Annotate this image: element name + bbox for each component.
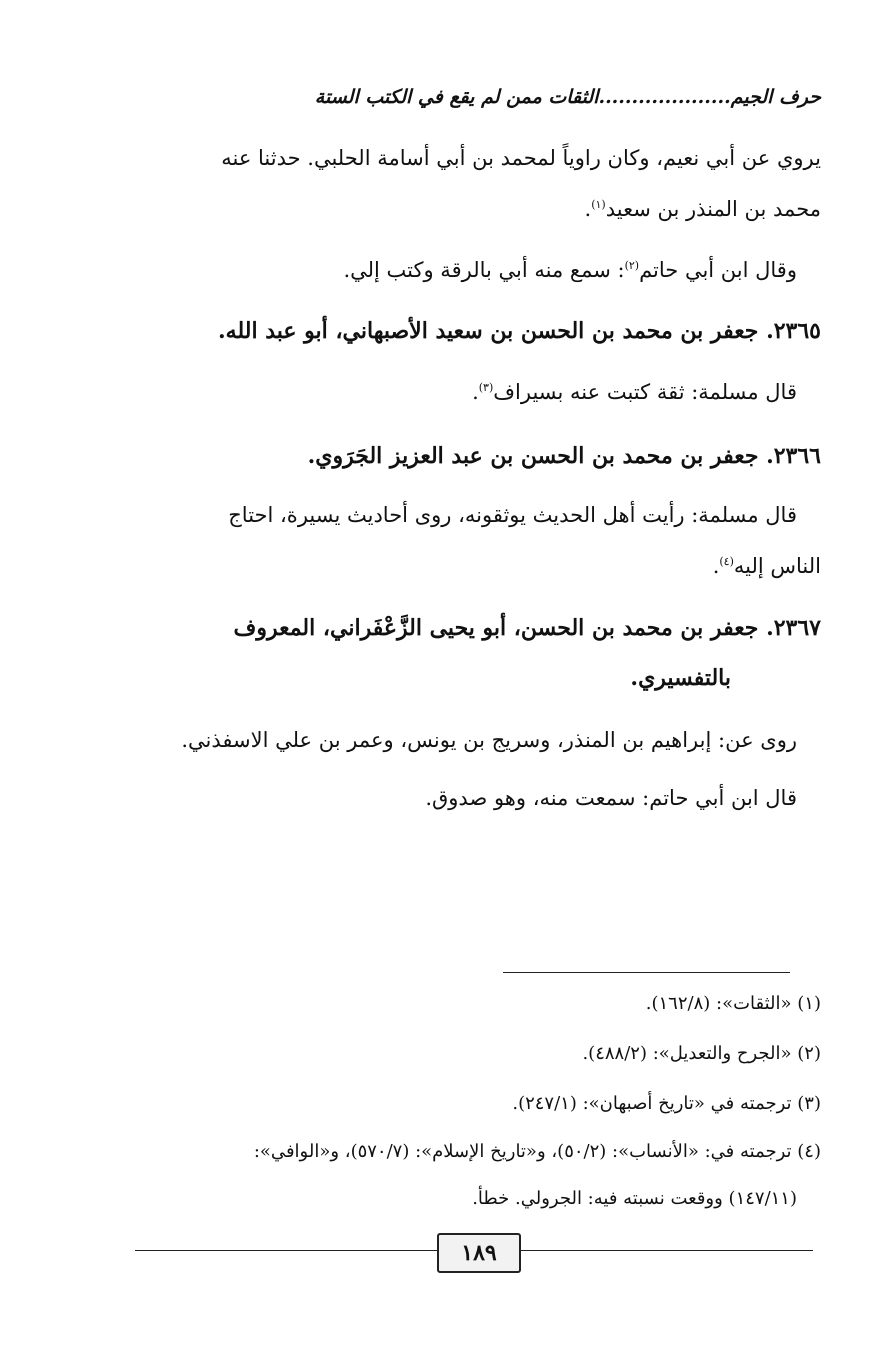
paragraph-6: قال ابن أبي حاتم: سمعت منه، وهو صدوق. — [425, 786, 797, 810]
entry-heading-2365: ٢٣٦٥. جعفر بن محمد بن الحسن بن سعيد الأصبهاني، أبو عبد الله. — [218, 318, 821, 344]
footnote-4-line-1: (٤) ترجمته في: «الأنساب»: (٥٠/٢)، و«تاريخ الإسلام»: (٥٧٠/٧)، و«الوافي»: — [253, 1141, 821, 1162]
footnote-ref-1: (١) — [591, 198, 606, 211]
paragraph-3 — [472, 380, 797, 404]
running-header — [158, 86, 821, 108]
paragraph-2-text: وقال ابن أبي حاتم — [639, 258, 797, 282]
page-number: ١٨٩ — [437, 1233, 521, 1273]
paragraph-5: روى عن: إبراهيم بن المنذر، وسريج بن يونس، وعمر بن علي الاسفذني. — [181, 728, 797, 752]
entry-heading-2367-line-2: بالتفسيري. — [630, 665, 731, 691]
footnote-separator — [503, 972, 790, 973]
header-chapter: حرف الجيم — [730, 86, 821, 108]
footnote-ref-2: (٢) — [624, 259, 640, 272]
paragraph-3-text: قال مسلمة: ثقة كتبت عنه بسيراف — [493, 380, 797, 404]
paragraph-4-text: الناس إليه — [733, 554, 821, 578]
footnote-1: (١) «الثقات»: (١٦٢/٨). — [645, 993, 821, 1014]
footnote-ref-3: (٣) — [478, 381, 494, 394]
footnote-3: (٣) ترجمته في «تاريخ أصبهان»: (٢٤٧/١). — [512, 1093, 821, 1114]
paragraph-2-rest: : سمع منه أبي بالرقة وكتب إلي. — [343, 258, 625, 282]
entry-heading-2367-line-1: ٢٣٦٧. جعفر بن محمد بن الحسن، أبو يحيى الزَّعْفَراني، المعروف — [233, 615, 821, 641]
paragraph-4-line-2 — [713, 554, 821, 578]
paragraph-4-end: . — [712, 554, 720, 578]
header-book-title: الثقات ممن لم يقع في الكتب الستة — [314, 86, 599, 108]
paragraph-3-end: . — [472, 380, 479, 404]
paragraph-1-text: محمد بن المنذر بن سعيد — [605, 197, 821, 221]
paragraph-4-line-1: قال مسلمة: رأيت أهل الحديث يوثقونه، روى أحاديث يسيرة، احتاج — [228, 503, 797, 527]
bottom-rule-left — [135, 1250, 437, 1251]
paragraph-1-end: . — [584, 197, 592, 221]
bottom-rule-right — [521, 1250, 813, 1251]
footnote-ref-4: (٤) — [719, 555, 734, 568]
footnote-4-line-2: (١٤٧/١١) ووقعت نسبته فيه: الجرولي. خطأ. — [472, 1188, 797, 1209]
footnote-2: (٢) «الجرح والتعديل»: (٤٨٨/٢). — [582, 1043, 821, 1064]
entry-heading-2366: ٢٣٦٦. جعفر بن محمد بن الحسن بن عبد العزيز الجَرَوي. — [307, 443, 821, 469]
paragraph-1-line-1: يروي عن أبي نعيم، وكان راوياً لمحمد بن أبي أسامة الحلبي. حدثنا عنه — [221, 146, 821, 170]
header-dots: .................... — [598, 86, 731, 108]
paragraph-1-line-2 — [585, 197, 822, 221]
paragraph-2 — [343, 258, 797, 282]
